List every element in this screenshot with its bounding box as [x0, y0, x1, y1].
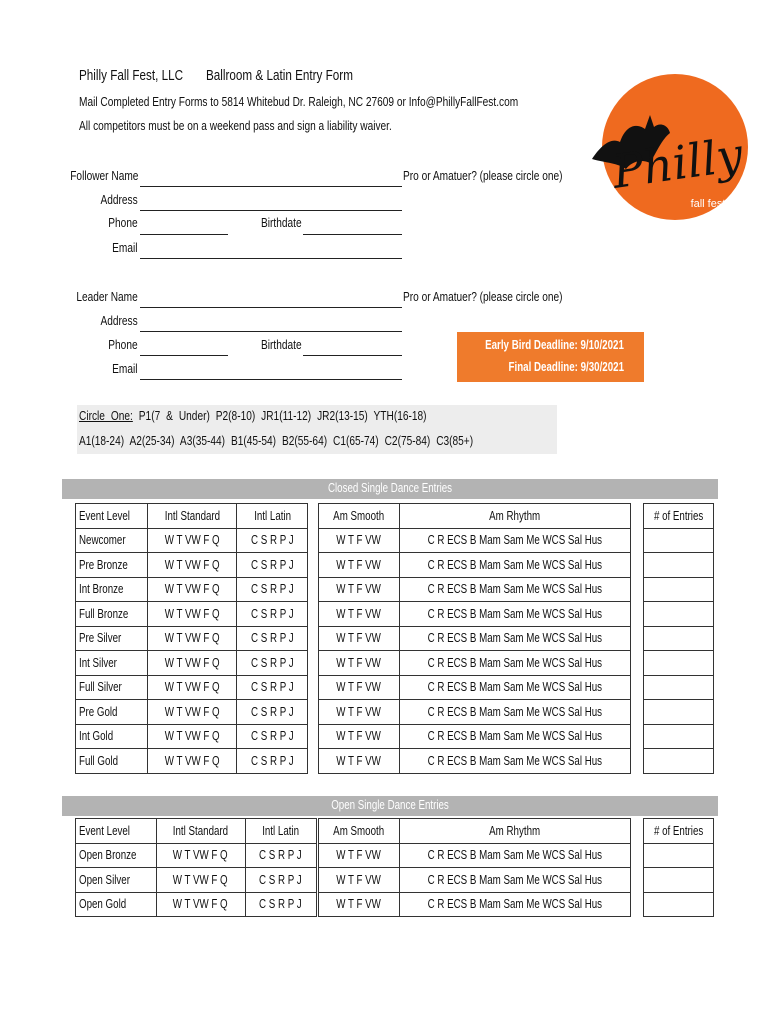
event-level-open-gold-text: Open Gold [79, 897, 127, 912]
intl-standard-options-pre-bronze-text: W T VW F Q [164, 557, 220, 572]
intl-latin-options-open-silver-text: C S R P J [259, 872, 302, 887]
intl-latin-options-open-gold[interactable] [245, 892, 316, 917]
num-entries-field-open-bronze[interactable] [644, 843, 714, 868]
row-entries-open-silver [644, 868, 714, 893]
row-am-open-silver [319, 868, 631, 893]
logo-script: Philly [608, 127, 746, 199]
age-division-box [77, 405, 557, 454]
event-level-open-silver [76, 868, 157, 893]
intl-standard-options-open-bronze[interactable] [156, 843, 245, 868]
am-smooth-options-pre-bronze-text: W T F VW [336, 557, 382, 572]
leader-name-label: Leader Name [76, 289, 138, 304]
intl-standard-options-full-silver[interactable] [148, 675, 237, 700]
logo-subtext: fall fest [690, 198, 726, 210]
event-level-newcomer [76, 528, 148, 553]
row-entries-pre-silver [644, 626, 714, 651]
num-entries-field-full-gold[interactable] [644, 749, 714, 774]
row-am-open-gold [319, 892, 631, 917]
am-rhythm-options-open-gold-text: C R ECS B Mam Sam Me WCS Sal Hus [427, 897, 603, 912]
event-level-pre-bronze [76, 553, 148, 578]
row-entries-int-silver [644, 651, 714, 676]
am-rhythm-options-int-gold-text: C R ECS B Mam Sam Me WCS Sal Hus [427, 729, 603, 744]
closed-section-bar [62, 479, 718, 499]
row-entries-full-bronze [644, 602, 714, 627]
row-am-int-silver [319, 651, 631, 676]
row-full-bronze [76, 602, 308, 627]
deadline-box [457, 332, 644, 382]
am-rhythm-options-open-silver[interactable] [400, 868, 631, 893]
intl-standard-options-full-gold[interactable] [148, 749, 237, 774]
am-smooth-options-int-silver-text: W T F VW [336, 655, 382, 670]
closed-section-title: Closed Single Dance Entries [327, 481, 453, 495]
header-am-rhythm [400, 504, 631, 529]
am-rhythm-options-int-bronze[interactable] [400, 577, 631, 602]
intl-latin-options-int-bronze[interactable] [237, 577, 308, 602]
row-entries-int-gold [644, 724, 714, 749]
intl-latin-options-int-silver-text: C S R P J [251, 655, 294, 670]
leader-birthdate-label: Birthdate [261, 337, 302, 352]
intl-standard-options-int-silver[interactable] [148, 651, 237, 676]
num-entries-field-int-gold[interactable] [644, 724, 714, 749]
am-rhythm-options-full-silver-text: C R ECS B Mam Sam Me WCS Sal Hus [427, 680, 603, 695]
am-smooth-options-int-bronze[interactable] [319, 577, 400, 602]
open-american-table [318, 818, 631, 917]
open-entries-table [643, 818, 714, 917]
event-level-open-silver-text: Open Silver [79, 872, 130, 887]
follower-phone-field[interactable] [140, 234, 228, 235]
am-smooth-options-pre-gold[interactable] [319, 700, 400, 725]
event-level-open-bronze-text: Open Bronze [79, 848, 137, 863]
event-level-full-silver-text: Full Silver [79, 680, 122, 695]
row-entries-pre-gold [644, 700, 714, 725]
early-bird-deadline: Early Bird Deadline: 9/10/2021 [485, 338, 624, 352]
follower-address-label: Address [100, 192, 138, 207]
intl-latin-options-int-gold-text: C S R P J [251, 729, 294, 744]
intl-latin-options-full-gold[interactable] [237, 749, 308, 774]
row-entries-pre-bronze [644, 553, 714, 578]
am-rhythm-options-pre-gold[interactable] [400, 700, 631, 725]
intl-standard-options-int-silver-text: W T VW F Q [164, 655, 220, 670]
intl-latin-options-open-bronze[interactable] [245, 843, 316, 868]
leader-name-field[interactable] [140, 307, 402, 308]
intl-standard-options-pre-bronze[interactable] [148, 553, 237, 578]
follower-name-label: Follower Name [69, 168, 138, 183]
leader-address-field[interactable] [140, 331, 402, 332]
row-int-silver [76, 651, 308, 676]
event-level-pre-gold-text: Pre Gold [79, 704, 118, 719]
am-smooth-options-newcomer[interactable] [319, 528, 400, 553]
num-entries-field-pre-silver[interactable] [644, 626, 714, 651]
num-entries-field-newcomer[interactable] [644, 528, 714, 553]
waiver-notice: All competitors must be on a weekend pass and sign a liability waiver. [79, 118, 392, 133]
row-newcomer [76, 528, 308, 553]
header-am-smooth-text: Am Smooth [333, 508, 385, 523]
follower-name-field[interactable] [140, 186, 402, 187]
org-name: Philly Fall Fest, LLC [79, 67, 184, 84]
intl-latin-options-newcomer[interactable] [237, 528, 308, 553]
header-intl-standard [148, 504, 237, 529]
intl-standard-options-pre-silver-text: W T VW F Q [164, 631, 220, 646]
row-full-silver [76, 675, 308, 700]
intl-standard-options-open-gold[interactable] [156, 892, 245, 917]
am-smooth-options-int-silver[interactable] [319, 651, 400, 676]
event-level-int-gold [76, 724, 148, 749]
intl-standard-options-int-bronze-text: W T VW F Q [164, 582, 220, 597]
header-num-entries [644, 504, 714, 529]
event-level-pre-gold [76, 700, 148, 725]
leader-birthdate-field[interactable] [303, 355, 402, 356]
am-smooth-options-open-bronze-text: W T F VW [336, 848, 382, 863]
intl-standard-options-full-bronze-text: W T VW F Q [164, 606, 220, 621]
row-int-gold [76, 724, 308, 749]
intl-standard-options-int-gold[interactable] [148, 724, 237, 749]
event-level-full-silver [76, 675, 148, 700]
header-intl-standard-text: Intl Standard [164, 508, 220, 523]
am-rhythm-options-open-gold[interactable] [400, 892, 631, 917]
event-level-pre-silver [76, 626, 148, 651]
am-smooth-options-open-gold[interactable] [319, 892, 400, 917]
closed-header-row [76, 504, 308, 529]
am-smooth-options-full-gold[interactable] [319, 749, 400, 774]
header-num-entries-text: # of Entries [653, 508, 704, 523]
event-level-pre-silver-text: Pre Silver [79, 631, 122, 646]
intl-latin-options-pre-gold[interactable] [237, 700, 308, 725]
closed-intl-table [75, 503, 308, 774]
intl-latin-options-int-silver[interactable] [237, 651, 308, 676]
header-am-rhythm-text: Am Rhythm [489, 823, 541, 838]
intl-latin-options-full-gold-text: C S R P J [251, 753, 294, 768]
num-entries-field-open-gold[interactable] [644, 892, 714, 917]
num-entries-field-int-bronze[interactable] [644, 577, 714, 602]
am-smooth-options-full-bronze-text: W T F VW [336, 606, 382, 621]
open-section-title: Open Single Dance Entries [331, 798, 449, 812]
am-smooth-options-pre-gold-text: W T F VW [336, 704, 382, 719]
event-level-pre-bronze-text: Pre Bronze [79, 557, 128, 572]
event-level-open-gold [76, 892, 157, 917]
num-entries-field-pre-gold[interactable] [644, 700, 714, 725]
mail-instructions: Mail Completed Entry Forms to 5814 Whitebud Dr. Raleigh, NC 27609 or Info@PhillyFallFest.com [79, 94, 519, 109]
row-int-bronze [76, 577, 308, 602]
event-level-int-gold-text: Int Gold [79, 729, 114, 744]
row-am-full-silver [319, 675, 631, 700]
am-smooth-options-full-gold-text: W T F VW [336, 753, 382, 768]
intl-standard-options-pre-gold-text: W T VW F Q [164, 704, 220, 719]
am-smooth-options-full-silver-text: W T F VW [336, 680, 382, 695]
event-level-int-bronze-text: Int Bronze [79, 582, 124, 597]
event-level-full-gold-text: Full Gold [79, 753, 119, 768]
num-entries-field-full-silver[interactable] [644, 675, 714, 700]
leader-phone-label: Phone [108, 337, 138, 352]
intl-standard-options-newcomer-text: W T VW F Q [164, 533, 220, 548]
am-rhythm-options-newcomer-text: C R ECS B Mam Sam Me WCS Sal Hus [427, 533, 603, 548]
open-header-row-am [319, 819, 631, 844]
event-level-int-silver [76, 651, 148, 676]
follower-email-field[interactable] [140, 258, 402, 259]
intl-standard-options-full-gold-text: W T VW F Q [164, 753, 220, 768]
event-level-int-bronze [76, 577, 148, 602]
am-rhythm-options-pre-gold-text: C R ECS B Mam Sam Me WCS Sal Hus [427, 704, 603, 719]
philly-fall-fest-logo [590, 67, 750, 227]
am-rhythm-options-pre-bronze-text: C R ECS B Mam Sam Me WCS Sal Hus [427, 557, 603, 572]
row-am-full-bronze [319, 602, 631, 627]
intl-latin-options-open-silver[interactable] [245, 868, 316, 893]
num-entries-field-pre-bronze[interactable] [644, 553, 714, 578]
am-rhythm-options-int-gold[interactable] [400, 724, 631, 749]
event-level-newcomer-text: Newcomer [79, 533, 126, 548]
num-entries-field-int-silver[interactable] [644, 651, 714, 676]
num-entries-field-open-silver[interactable] [644, 868, 714, 893]
am-rhythm-options-open-silver-text: C R ECS B Mam Sam Me WCS Sal Hus [427, 872, 603, 887]
am-smooth-options-open-gold-text: W T F VW [336, 897, 382, 912]
event-level-int-silver-text: Int Silver [79, 655, 117, 670]
follower-birthdate-field[interactable] [303, 234, 402, 235]
header-event-level-text: Event Level [79, 508, 130, 523]
row-am-newcomer [319, 528, 631, 553]
row-am-pre-silver [319, 626, 631, 651]
intl-latin-options-pre-gold-text: C S R P J [251, 704, 294, 719]
intl-standard-options-open-silver-text: W T VW F Q [173, 872, 229, 887]
row-entries-full-gold [644, 749, 714, 774]
am-smooth-options-pre-silver-text: W T F VW [336, 631, 382, 646]
row-pre-gold [76, 700, 308, 725]
follower-email-label: Email [112, 240, 138, 255]
row-am-full-gold [319, 749, 631, 774]
leader-email-field[interactable] [140, 379, 402, 380]
header-am-smooth [319, 504, 400, 529]
leader-email-label: Email [112, 361, 138, 376]
header-am-rhythm-text: Am Rhythm [489, 508, 541, 523]
row-entries-open-bronze [644, 843, 714, 868]
intl-latin-options-full-bronze-text: C S R P J [251, 606, 294, 621]
open-header-row [76, 819, 317, 844]
intl-latin-options-pre-silver-text: C S R P J [251, 631, 294, 646]
am-rhythm-options-pre-silver-text: C R ECS B Mam Sam Me WCS Sal Hus [427, 631, 603, 646]
intl-standard-options-pre-gold[interactable] [148, 700, 237, 725]
row-entries-full-silver [644, 675, 714, 700]
am-smooth-options-pre-bronze[interactable] [319, 553, 400, 578]
leader-phone-field[interactable] [140, 355, 228, 356]
header-event-level [76, 819, 157, 844]
header-intl-standard-text: Intl Standard [173, 823, 229, 838]
event-level-full-bronze [76, 602, 148, 627]
am-smooth-options-open-bronze[interactable] [319, 843, 400, 868]
age-divisions-row2[interactable]: A1(18-24) A2(25-34) A3(35-44) B1(45-54) B2(55-64) C1(65-74) C2(75-84) C3(85+) [79, 433, 474, 448]
am-smooth-options-open-silver[interactable] [319, 868, 400, 893]
intl-standard-options-full-bronze[interactable] [148, 602, 237, 627]
header-am-rhythm [400, 819, 631, 844]
closed-header-row-am [319, 504, 631, 529]
am-rhythm-options-int-bronze-text: C R ECS B Mam Sam Me WCS Sal Hus [427, 582, 603, 597]
follower-address-field[interactable] [140, 210, 402, 211]
closed-header-row-entries [644, 504, 714, 529]
intl-latin-options-pre-bronze-text: C S R P J [251, 557, 294, 572]
intl-latin-options-open-gold-text: C S R P J [259, 897, 302, 912]
row-am-pre-bronze [319, 553, 631, 578]
am-rhythm-options-int-silver-text: C R ECS B Mam Sam Me WCS Sal Hus [427, 655, 603, 670]
am-rhythm-options-pre-silver[interactable] [400, 626, 631, 651]
row-am-open-bronze [319, 843, 631, 868]
intl-standard-options-int-bronze[interactable] [148, 577, 237, 602]
row-pre-silver [76, 626, 308, 651]
am-smooth-options-int-bronze-text: W T F VW [336, 582, 382, 597]
row-am-int-gold [319, 724, 631, 749]
open-header-row-entries [644, 819, 714, 844]
row-entries-open-gold [644, 892, 714, 917]
intl-standard-options-int-gold-text: W T VW F Q [164, 729, 220, 744]
am-smooth-options-pre-silver[interactable] [319, 626, 400, 651]
row-full-gold [76, 749, 308, 774]
closed-american-table [318, 503, 631, 774]
am-smooth-options-open-silver-text: W T F VW [336, 872, 382, 887]
intl-standard-options-full-silver-text: W T VW F Q [164, 680, 220, 695]
follower-phone-label: Phone [108, 215, 138, 230]
header-intl-latin-text: Intl Latin [262, 823, 300, 838]
header-event-level [76, 504, 148, 529]
event-level-full-gold [76, 749, 148, 774]
am-rhythm-options-open-bronze-text: C R ECS B Mam Sam Me WCS Sal Hus [427, 848, 603, 863]
intl-latin-options-pre-bronze[interactable] [237, 553, 308, 578]
intl-latin-options-full-bronze[interactable] [237, 602, 308, 627]
follower-pro-amateur-label: Pro or Amatuer? (please circle one) [403, 168, 563, 183]
header-num-entries-text: # of Entries [653, 823, 704, 838]
am-smooth-options-newcomer-text: W T F VW [336, 533, 382, 548]
header-intl-latin [237, 504, 308, 529]
row-open-bronze [76, 843, 317, 868]
intl-latin-options-full-silver[interactable] [237, 675, 308, 700]
am-rhythm-options-full-bronze[interactable] [400, 602, 631, 627]
row-am-pre-gold [319, 700, 631, 725]
follower-birthdate-label: Birthdate [261, 215, 302, 230]
form-title: Ballroom & Latin Entry Form [206, 67, 353, 84]
am-smooth-options-full-bronze[interactable] [319, 602, 400, 627]
am-smooth-options-int-gold[interactable] [319, 724, 400, 749]
event-level-full-bronze-text: Full Bronze [79, 606, 129, 621]
am-rhythm-options-full-bronze-text: C R ECS B Mam Sam Me WCS Sal Hus [427, 606, 603, 621]
intl-latin-options-int-bronze-text: C S R P J [251, 582, 294, 597]
leader-address-label: Address [100, 313, 138, 328]
header-am-smooth-text: Am Smooth [333, 823, 385, 838]
am-rhythm-options-pre-bronze[interactable] [400, 553, 631, 578]
intl-latin-options-full-silver-text: C S R P J [251, 680, 294, 695]
intl-latin-options-newcomer-text: C S R P J [251, 533, 294, 548]
header-num-entries [644, 819, 714, 844]
am-smooth-options-full-silver[interactable] [319, 675, 400, 700]
open-intl-table [75, 818, 317, 917]
header-intl-standard [156, 819, 245, 844]
age-divisions-row1[interactable]: P1(7 & Under) P2(8-10) JR1(11-12) JR2(13-15) YTH(16-18) [138, 408, 427, 423]
am-rhythm-options-full-gold[interactable] [400, 749, 631, 774]
row-entries-int-bronze [644, 577, 714, 602]
intl-standard-options-open-silver[interactable] [156, 868, 245, 893]
intl-latin-options-open-bronze-text: C S R P J [259, 848, 302, 863]
row-open-gold [76, 892, 317, 917]
row-entries-newcomer [644, 528, 714, 553]
row-pre-bronze [76, 553, 308, 578]
closed-entries-table [643, 503, 714, 774]
header-event-level-text: Event Level [79, 823, 130, 838]
row-open-silver [76, 868, 317, 893]
header-intl-latin [245, 819, 316, 844]
intl-standard-options-open-gold-text: W T VW F Q [173, 897, 229, 912]
header-intl-latin-text: Intl Latin [253, 508, 291, 523]
intl-standard-options-open-bronze-text: W T VW F Q [173, 848, 229, 863]
intl-standard-options-newcomer[interactable] [148, 528, 237, 553]
am-rhythm-options-newcomer[interactable] [400, 528, 631, 553]
intl-latin-options-pre-silver[interactable] [237, 626, 308, 651]
am-smooth-options-int-gold-text: W T F VW [336, 729, 382, 744]
intl-standard-options-pre-silver[interactable] [148, 626, 237, 651]
circle-one-label: Circle One: [79, 408, 133, 423]
header-am-smooth [319, 819, 400, 844]
event-level-open-bronze [76, 843, 157, 868]
am-rhythm-options-open-bronze[interactable] [400, 843, 631, 868]
am-rhythm-options-full-gold-text: C R ECS B Mam Sam Me WCS Sal Hus [427, 753, 603, 768]
final-deadline: Final Deadline: 9/30/2021 [508, 360, 624, 374]
intl-latin-options-int-gold[interactable] [237, 724, 308, 749]
num-entries-field-full-bronze[interactable] [644, 602, 714, 627]
am-rhythm-options-int-silver[interactable] [400, 651, 631, 676]
leader-pro-amateur-label: Pro or Amatuer? (please circle one) [403, 289, 563, 304]
am-rhythm-options-full-silver[interactable] [400, 675, 631, 700]
open-section-bar [62, 796, 718, 816]
row-am-int-bronze [319, 577, 631, 602]
